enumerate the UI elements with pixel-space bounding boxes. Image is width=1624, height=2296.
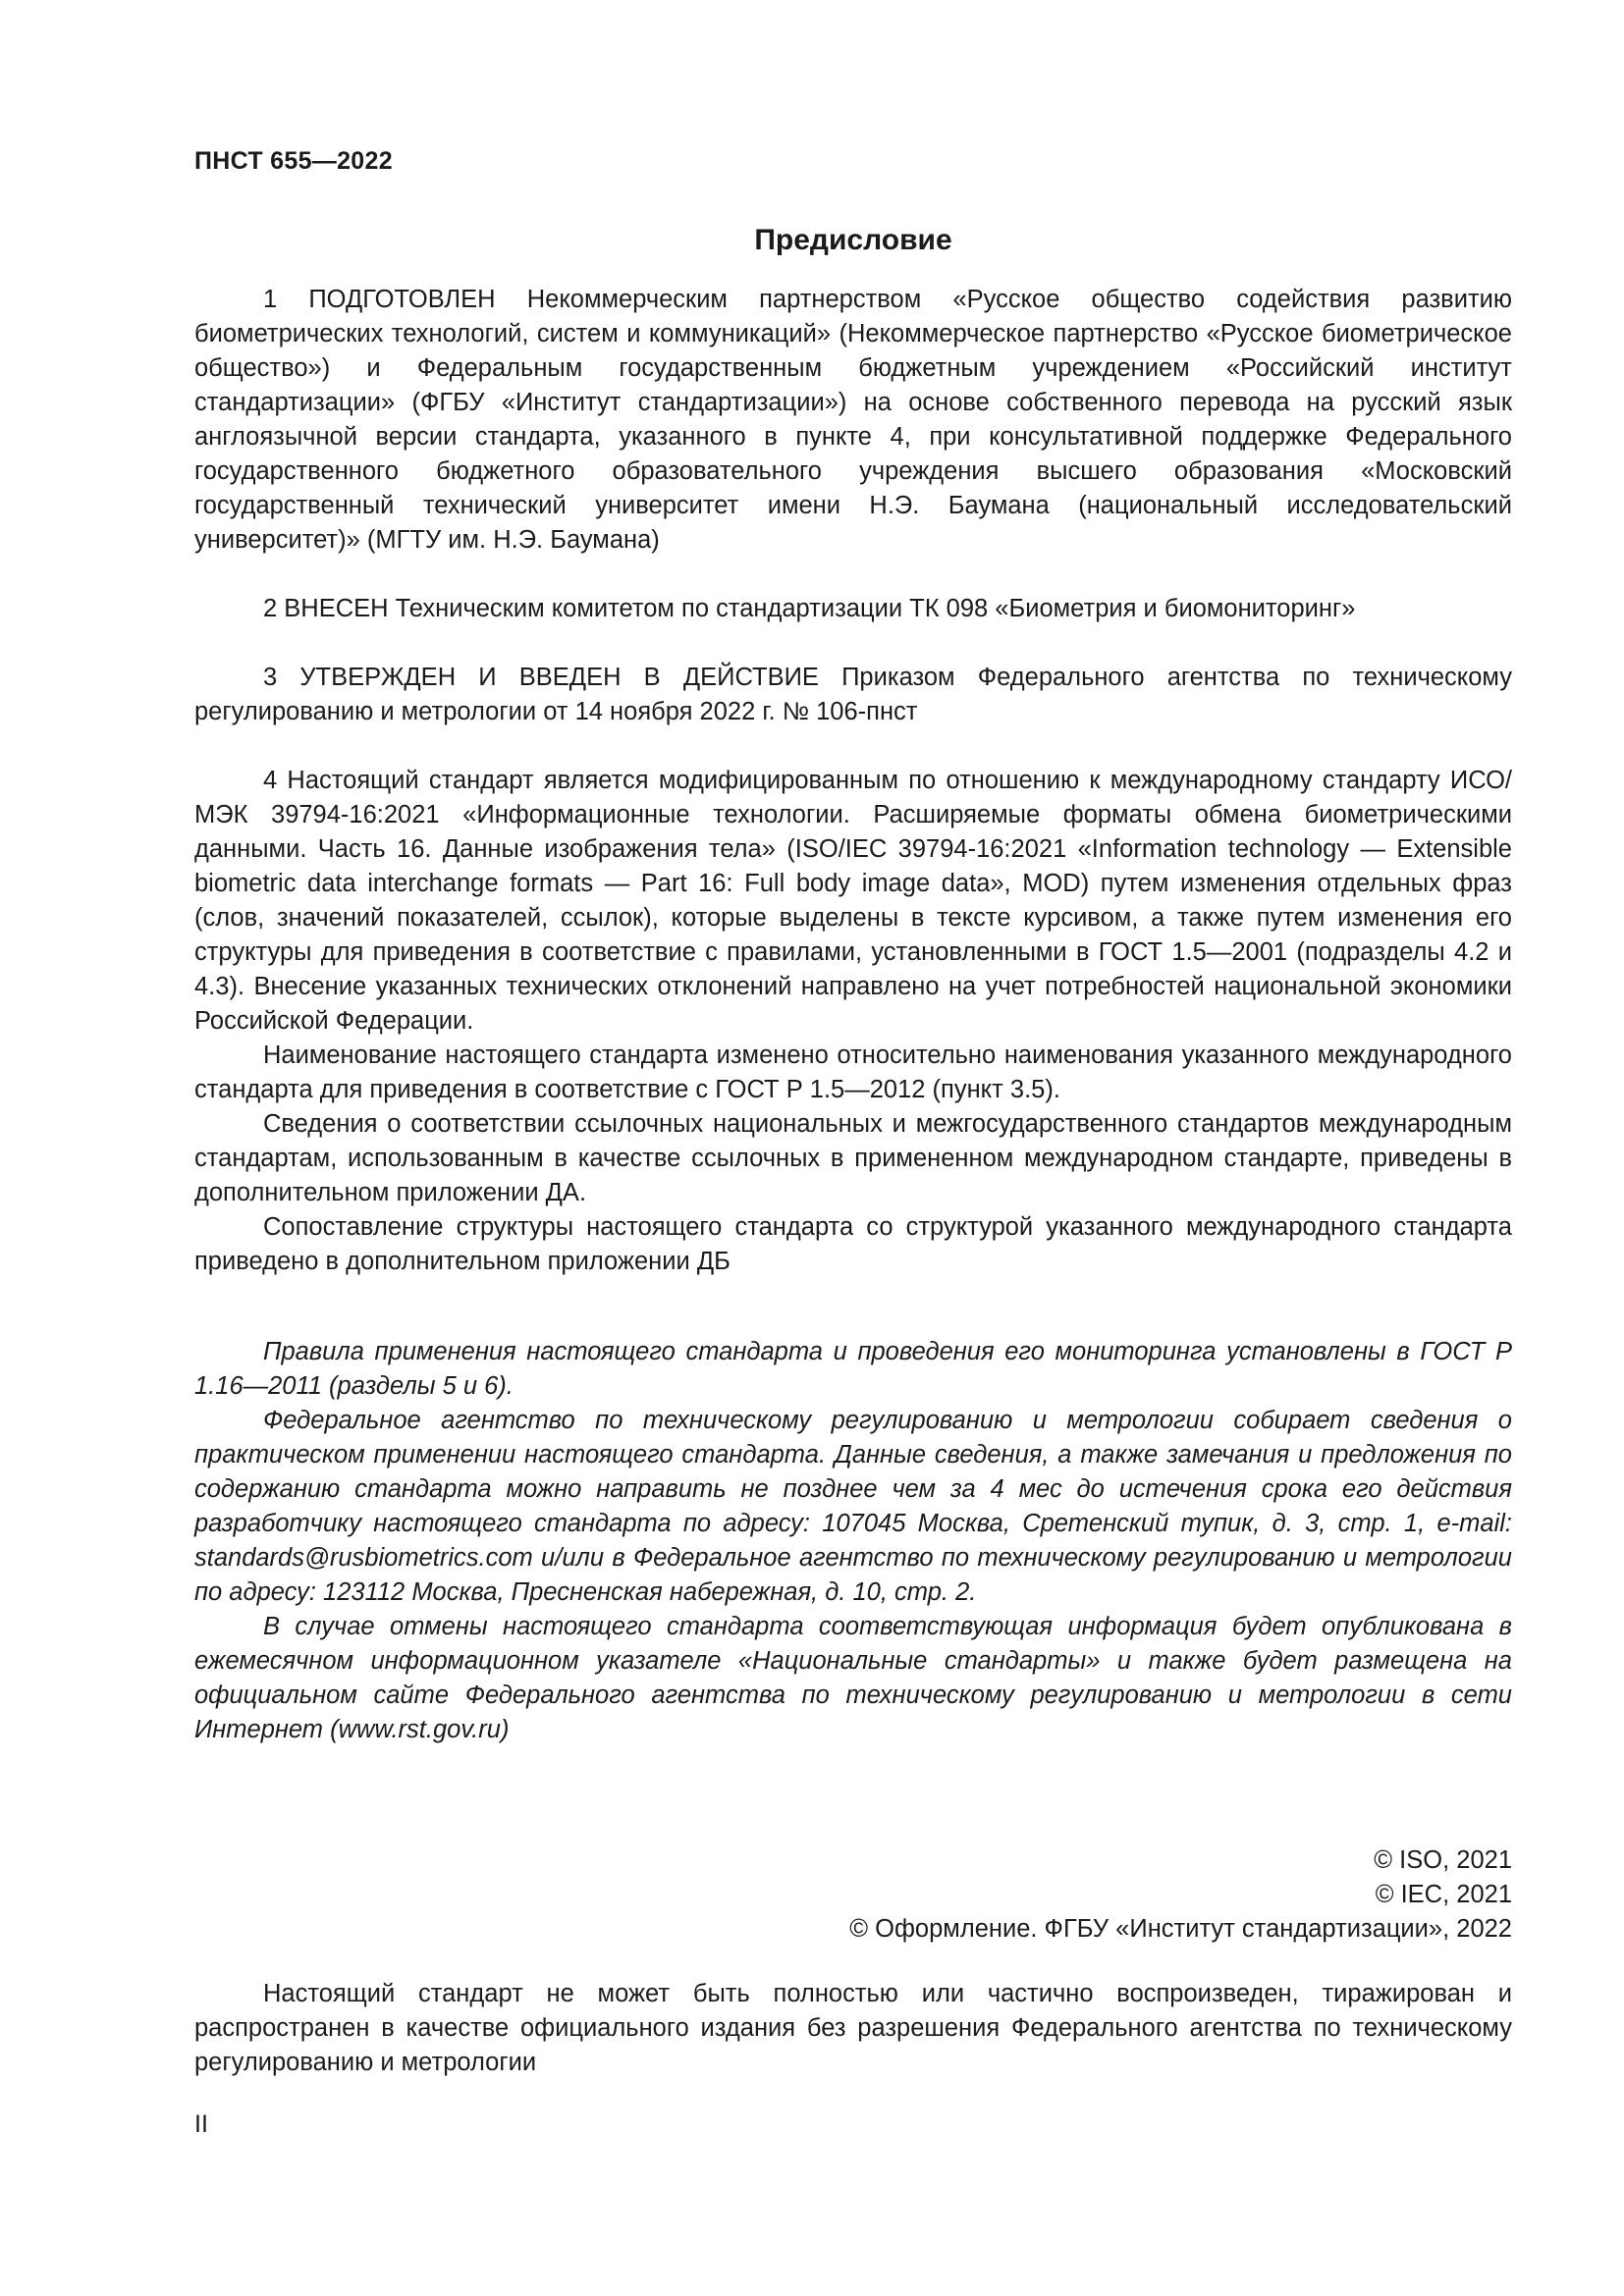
paragraph-title-change: Наименование настоящего стандарта изменено относительно наименования указанного международного стандарта для приведения в соответствие с ГОСТ Р 1.5—2012 (пункт 3.5). <box>194 1041 1512 1103</box>
note-cancellation: В случае отмены настоящего стандарта соответствующая информация будет опубликована в ежемесячном информационном указателе «Национальные стандарты» и также будет размещена на официальном сайте Федерального агентства по техническому регулированию и метрологии в сети Интернет (www.rst.gov.ru) <box>194 1613 1512 1743</box>
page-number: II <box>194 2110 208 2138</box>
page-title: Предисловие <box>754 224 952 256</box>
copyright-block <box>727 1843 1512 1947</box>
document-page <box>194 0 1512 2296</box>
copyright-iso: © ISO, 2021 <box>1374 1846 1512 1874</box>
restriction-text: Настоящий стандарт не может быть полностью или частично воспроизведен, тиражирован и распространен в качестве официального издания без разрешения Федерального агентства по техническому регулированию и метрологии <box>194 1980 1512 2076</box>
copyright-design: © Оформление. ФГБУ «Институт стандартизации», 2022 <box>849 1915 1512 1943</box>
copyright-iec: © IEC, 2021 <box>1375 1881 1512 1908</box>
note-rules: Правила применения настоящего стандарта и проведения его мониторинга установлены в ГОСТ Р 1.16—2011 (разделы 5 и 6). <box>194 1338 1512 1400</box>
paragraph-modification: 4 Настоящий стандарт является модифицированным по отношению к международному стандарту ИСО/МЭК 39794-16:2021 «Информационные технологии. Расширяемые форматы обмена биометрическими данными. Часть 16. Данные изображения тела» (ISO/IEC 39794-16:2021 «Information technology — Extensible biometric data interchange formats — Part 16: Full body image data», MOD) путем изменения отдельных фраз (слов, значений показателей, ссылок), которые выделены в тексте курсивом, а также путем изменения его структуры для приведения в соответствие с правилами, установленными в ГОСТ 1.5—2001 (подразделы 4.2 и 4.3). Внесение указанных технических отклонений направлено на учет потребностей национальной экономики Российской Федерации. <box>194 767 1512 1035</box>
paragraph-approved: 3 УТВЕРЖДЕН И ВВЕДЕН В ДЕЙСТВИЕ Приказом Федерального агентства по техническому регулированию и метрологии от 14 ноября 2022 г. № 106-пнст <box>194 664 1512 725</box>
note-feedback: Федеральное агентство по техническому регулированию и метрологии собирает сведения о практическом применении настоящего стандарта. Данные сведения, а также замечания и предложения по содержанию стандарта можно направить не позднее чем за 4 мес до истечения срока его действия разработчику настоящего стандарта по адресу: 107045 Москва, Сретенский тупик, д. 3, стр. 1, e-mail: standards@rusbiometrics.com и/или в Федеральное агентство по техническому регулированию и метрологии по адресу: 123112 Москва, Пресненская набережная, д. 10, стр. 2. <box>194 1407 1512 1606</box>
usage-notes <box>194 1335 1512 1747</box>
reproduction-restriction <box>194 1977 1512 2080</box>
document-code: ПНСТ 655—2022 <box>194 147 393 175</box>
foreword-body <box>194 283 1512 1279</box>
paragraph-introduced-by: 2 ВНЕСЕН Техническим комитетом по стандартизации ТК 098 «Биометрия и биомониторинг» <box>263 595 1356 622</box>
paragraph-prepared-by: 1 ПОДГОТОВЛЕН Некоммерческим партнерством «Русское общество содействия развитию биометрических технологий, систем и коммуникаций» (Некоммерческое партнерство «Русское биометрическое общество») и Федеральным государственным бюджетным учреждением «Российский институт стандартизации» (ФГБУ «Институт стандартизации») на основе собственного перевода на русский язык англоязычной версии стандарта, указанного в пункте 4, при консультативной поддержке Федерального государственного бюджетного образовательного учреждения высшего образования «Московский государственный технический университет имени Н.Э. Баумана (национальный исследовательский университет)» (МГТУ им. Н.Э. Баумана) <box>194 286 1512 554</box>
paragraph-structure-comparison: Сопоставление структуры настоящего стандарта со структурой указанного международного стандарта приведено в дополнительном приложении ДБ <box>194 1213 1512 1275</box>
paragraph-references: Сведения о соответствии ссылочных национальных и межгосударственного стандартов международным стандартам, использованным в качестве ссылочных в примененном международном стандарте, приведены в дополнительном приложении ДА. <box>194 1110 1512 1206</box>
